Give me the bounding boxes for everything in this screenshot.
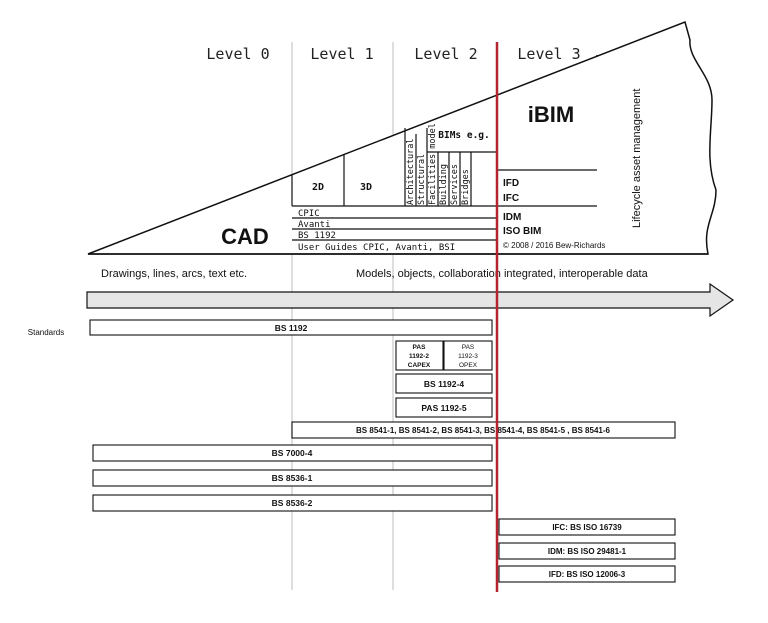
direction-arrow <box>87 284 733 316</box>
ifc-iso-label: IFC: BS ISO 16739 <box>552 523 622 532</box>
bs8536-2-label: BS 8536-2 <box>271 498 313 508</box>
strip-bs1192: BS 1192 <box>298 231 336 241</box>
bim-type-structural: Structural <box>417 153 427 205</box>
maturity-wedge <box>88 22 716 254</box>
bim-type-architectural: Architectural <box>406 138 416 205</box>
standards-label: Standards <box>27 328 65 337</box>
bims-heading: BIMs e.g. <box>438 130 490 141</box>
caption-left: Drawings, lines, arcs, text etc. <box>101 268 248 280</box>
bim-type-services: Services <box>450 164 460 205</box>
bs1192-4-label: BS 1192-4 <box>423 379 465 389</box>
ifd-iso-label: IFD: BS ISO 12006-3 <box>548 570 626 579</box>
ifd-label: IFD <box>503 178 520 189</box>
pas1192-3-line-1: PAS <box>461 344 475 351</box>
ifc-label: IFC <box>503 193 520 204</box>
bim-type-building: Building <box>439 164 449 205</box>
bim-type-facilities: Facilities model <box>428 123 438 205</box>
strip-cpic: CPIC <box>298 209 320 219</box>
pas1192-3-line-2: 1192-3 <box>458 353 478 360</box>
level-0-heading: Level 0 <box>206 45 270 63</box>
idm-iso-label: IDM: BS ISO 29481-1 <box>547 547 627 556</box>
pas1192-2-line-1: PAS <box>412 344 426 351</box>
bs8536-1-label: BS 8536-1 <box>271 473 313 483</box>
pas1192-3-line-3: OPEX <box>458 362 478 369</box>
level-2-heading: Level 2 <box>414 45 478 63</box>
idm-label: IDM <box>503 212 522 223</box>
level-1-heading: Level 1 <box>310 45 374 63</box>
cad-label: CAD <box>221 224 269 249</box>
strip-user-guides: User Guides CPIC, Avanti, BSI <box>298 243 456 253</box>
bs1192-label: BS 1192 <box>274 323 308 333</box>
copyright-label: © 2008 / 2016 Bew-Richards <box>503 241 606 250</box>
iso-bim-label: ISO BIM <box>503 226 542 237</box>
strip-avanti: Avanti <box>298 220 331 230</box>
level-3-heading: Level 3 <box>517 45 581 63</box>
pas1192-2-line-3: CAPEX <box>407 362 431 369</box>
lifecycle-label: Lifecycle asset management <box>631 88 643 228</box>
bs8541-label: BS 8541-1, BS 8541-2, BS 8541-3, BS 8541-4, BS 8541-5 , BS 8541-6 <box>356 426 610 435</box>
pas1192-2-line-2: 1192-2 <box>409 353 429 360</box>
two-d-label: 2D <box>311 182 325 193</box>
bs7000-4-label: BS 7000-4 <box>271 448 313 458</box>
bim-type-bridges: Bridges <box>461 169 471 205</box>
ibim-label: iBIM <box>527 102 575 127</box>
three-d-label: 3D <box>359 182 373 193</box>
standards-bars <box>90 320 675 582</box>
caption-right: Models, objects, collaboration integrated, interoperable data <box>356 268 648 280</box>
pas1192-5-label: PAS 1192-5 <box>421 403 467 413</box>
